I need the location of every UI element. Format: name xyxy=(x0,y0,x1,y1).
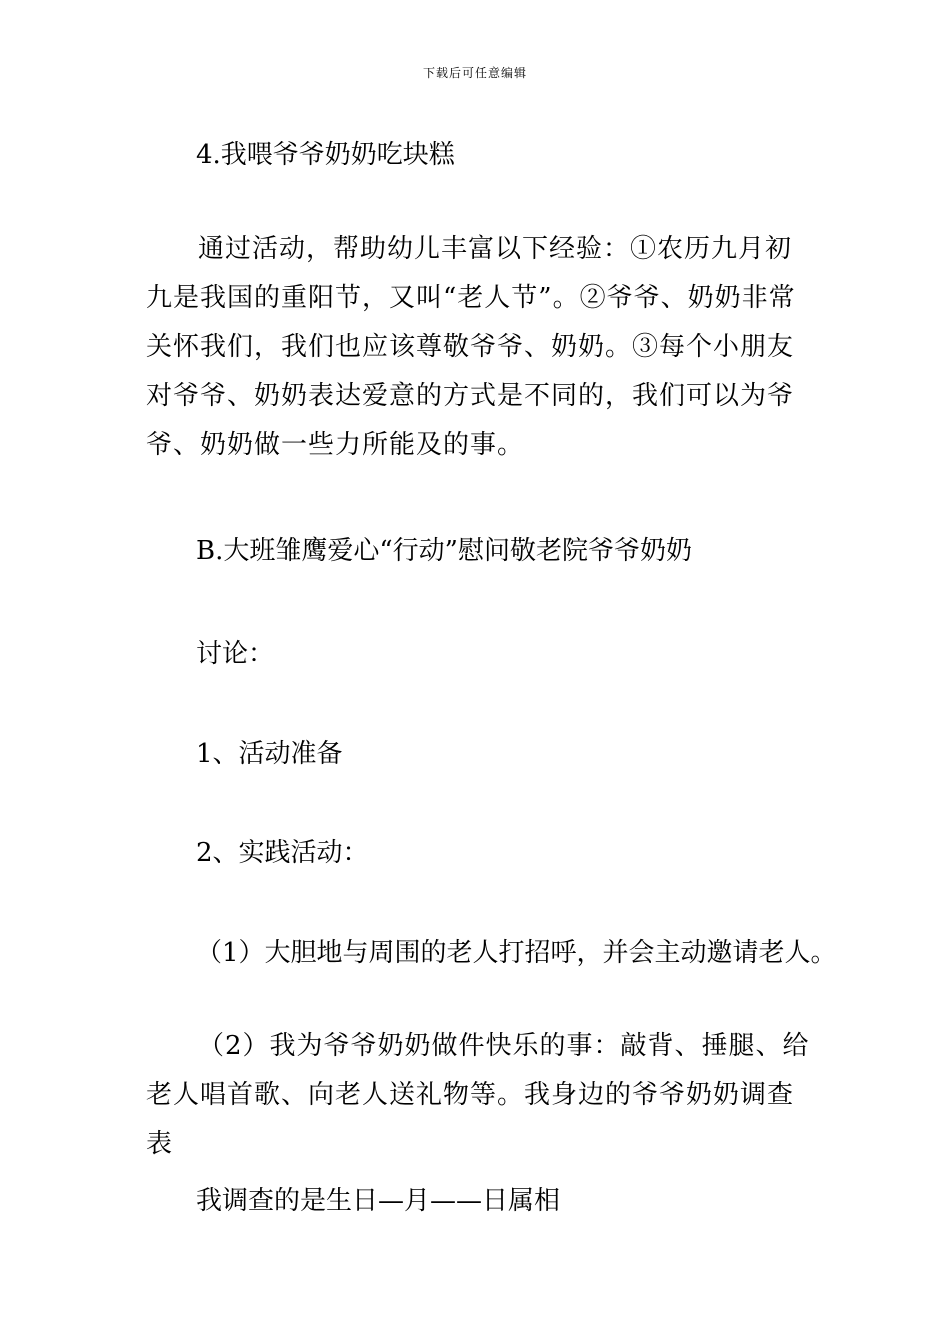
sub-item-2: （2）我为爷爷奶奶做件快乐的事：敲背、捶腿、给老人唱首歌、向老人送礼物等。我身边的爷爷奶奶调查表 xyxy=(146,1031,810,1159)
page-header: 下载后可任意编辑 xyxy=(422,66,527,80)
item-4-heading: 4.我喂爷爷奶奶吃块糕 xyxy=(196,140,455,170)
survey-line: 我调查的是生日—月——日属相 xyxy=(196,1186,561,1216)
sub-item-1: （1）大胆地与周围的老人打招呼，并会主动邀请老人。 xyxy=(196,938,837,968)
step-2-label: 2、实践活动： xyxy=(196,838,369,868)
discussion-label: 讨论： xyxy=(196,639,275,669)
step-1-label: 1、活动准备 xyxy=(196,739,343,769)
section-b-heading: B.大班雏鹰爱心“行动”慰问敬老院爷爷奶奶 xyxy=(196,536,692,566)
summary-paragraph: 通过活动，帮助幼儿丰富以下经验：①农历九月初九是我国的重阳节，又叫“老人节”。②爷爷、奶奶非常关怀我们，我们也应该尊敬爷爷、奶奶。③每个小朋友对爷爷、奶奶表达爱意的方式是不同的，我们可以为爷爷、奶奶做一些力所能及的事。 xyxy=(146,234,796,460)
